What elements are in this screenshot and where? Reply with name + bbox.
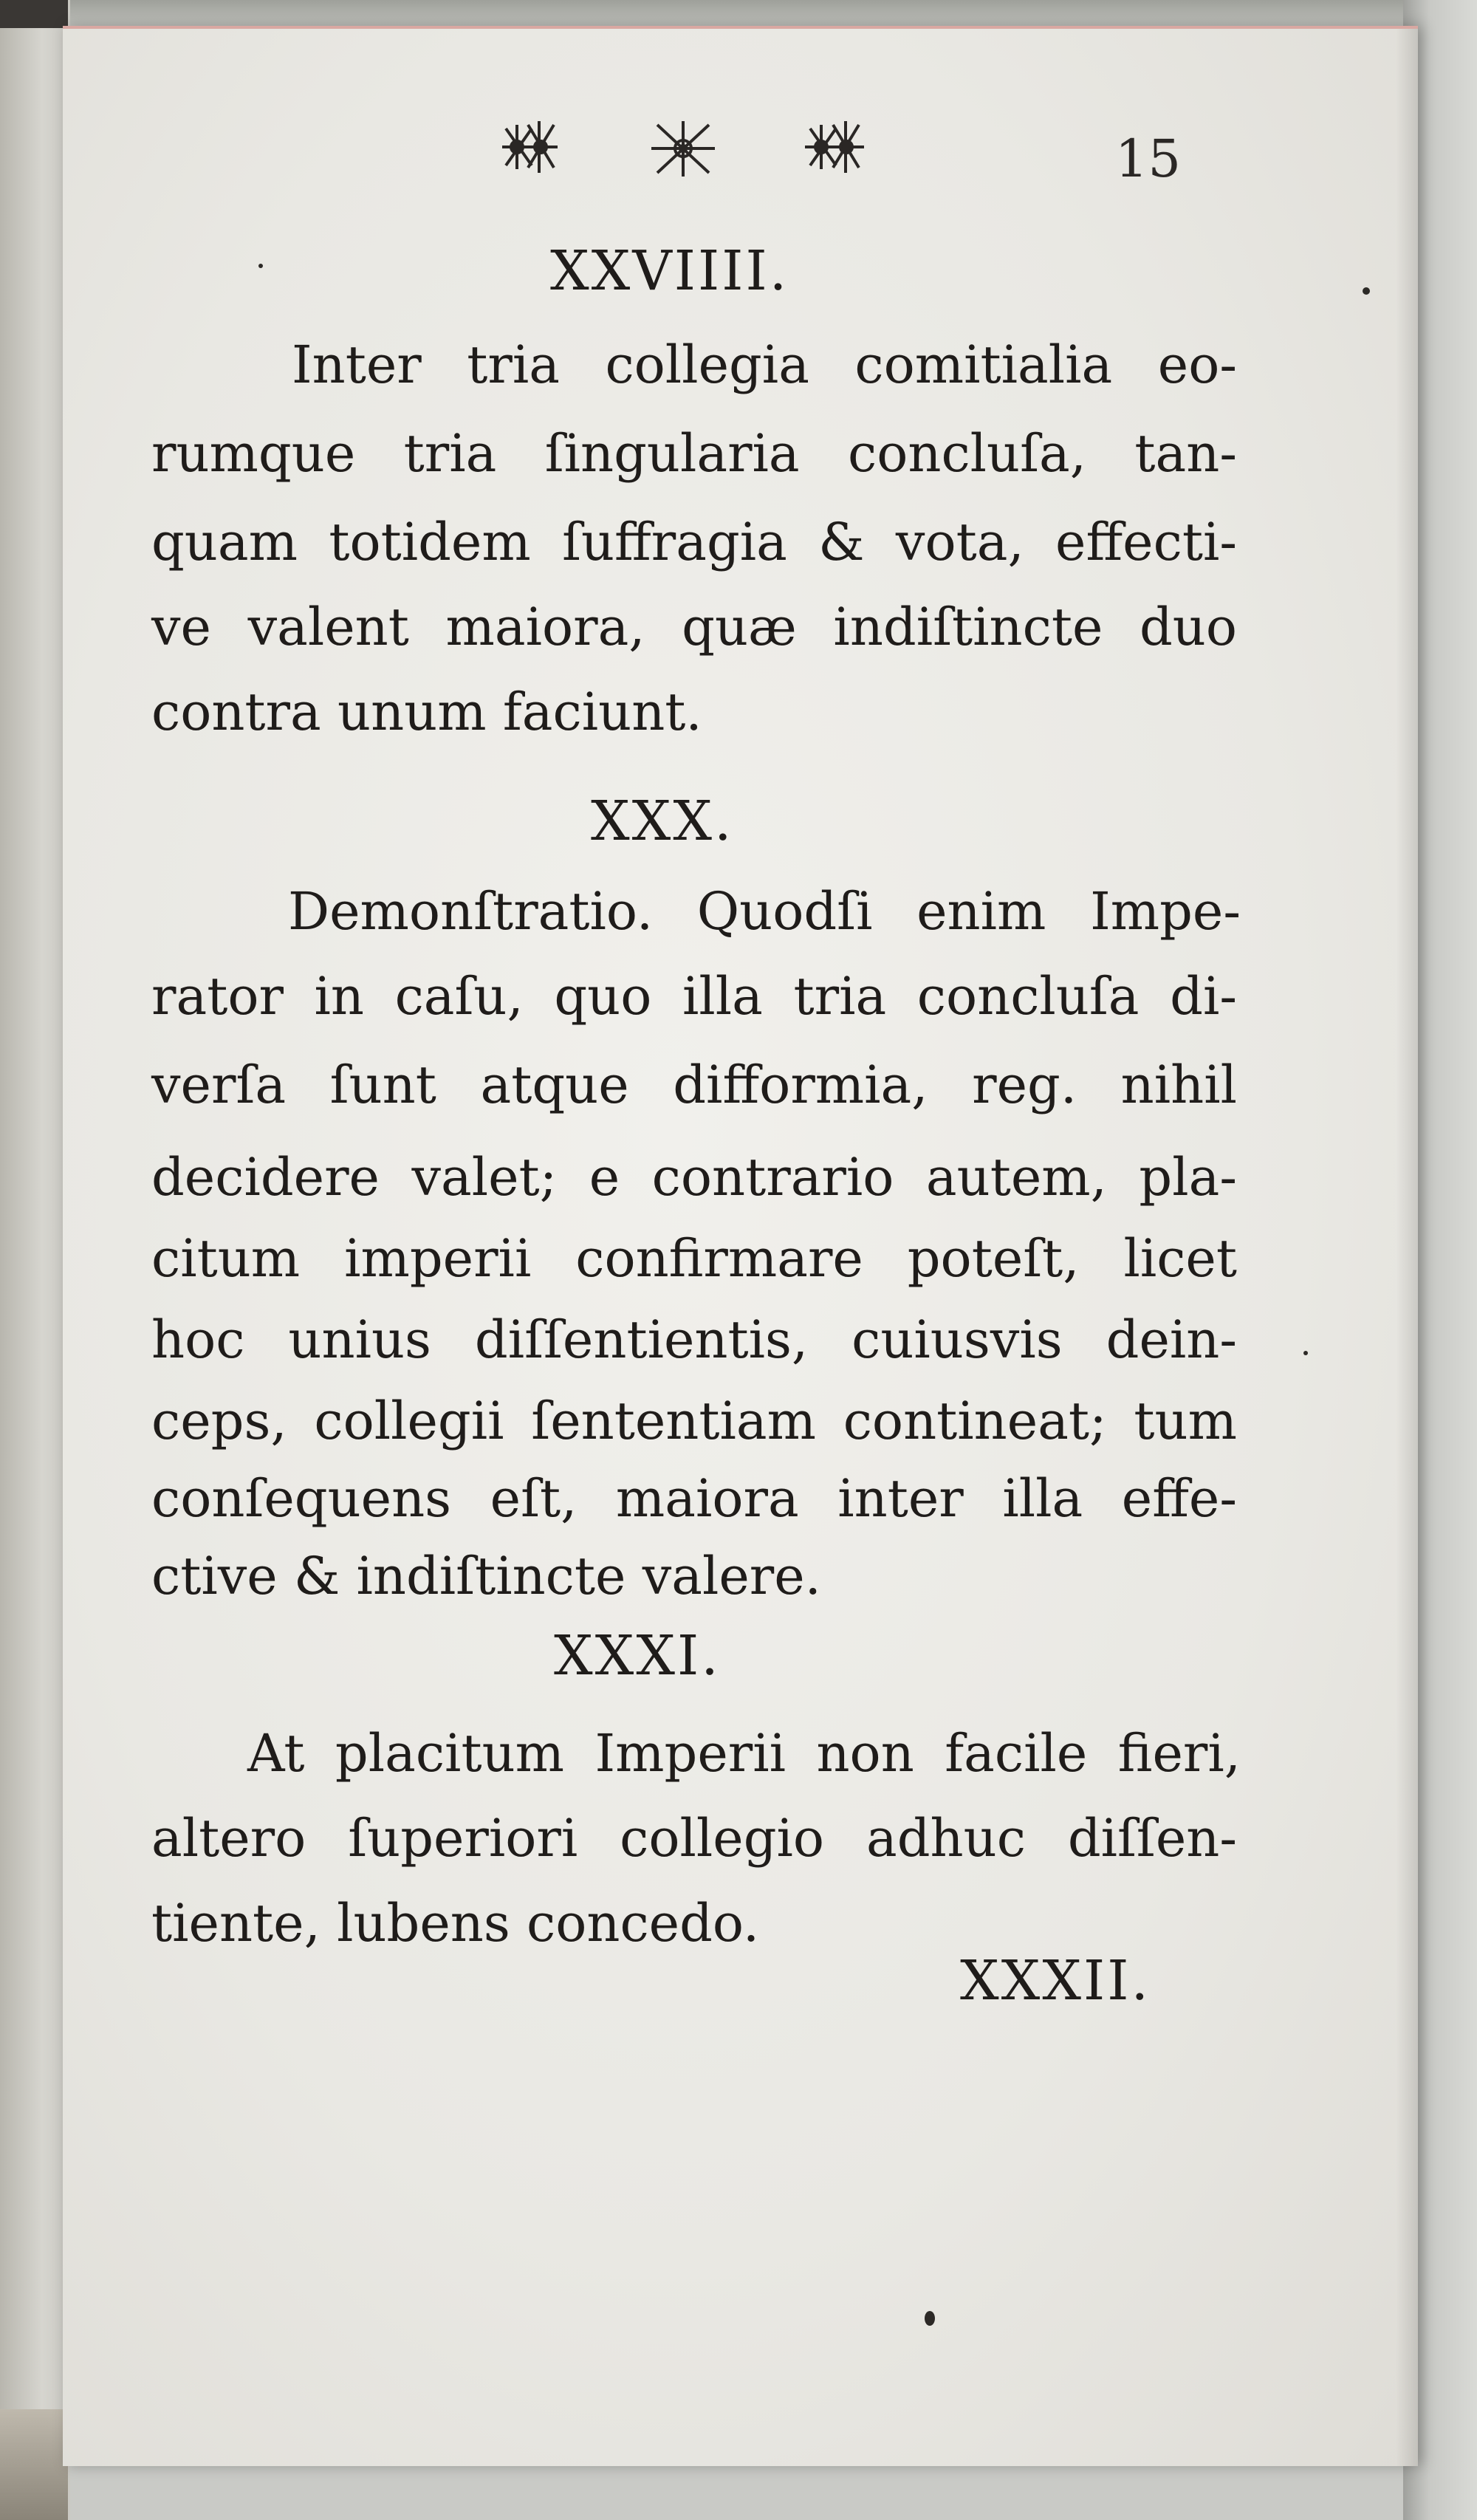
text-line: rator in caſu, quo illa tria concluſa di- (151, 966, 1237, 1027)
previous-page-edge (0, 0, 70, 2520)
section-heading: XXXI. (554, 1624, 721, 1688)
text-line: tiente, lubens concedo. (151, 1893, 760, 1954)
text-line: ceps, collegii ſententiam contineat; tum (151, 1391, 1237, 1451)
section-heading: XXX. (591, 790, 734, 853)
text-line: ctive & indiſtincte valere. (151, 1546, 821, 1606)
text-line: ve valent maiora, quæ indiſtincte duo (151, 597, 1237, 657)
text-line: citum imperii confirmare poteſt, licet (151, 1228, 1237, 1289)
text-line: rumque tria ſingularia concluſa, tan- (151, 423, 1237, 484)
text-line: decidere valet; e contrario autem, pla- (151, 1147, 1237, 1208)
page-number: 15 (1115, 129, 1182, 189)
scan-background-top (0, 0, 1477, 30)
text-line: hoc unius diſſentientis, cuiusvis dein- (151, 1309, 1237, 1370)
header-ornament-icon (487, 103, 953, 191)
text-line: conſequens eſt, maiora inter illa effe- (151, 1468, 1237, 1529)
text-line: quam totidem ſuffragia & vota, effecti- (151, 512, 1237, 572)
text-line: Demonſtratio. Quodſi enim Impe- (288, 881, 1241, 942)
ink-speck (1363, 287, 1370, 295)
ink-speck (925, 2311, 935, 2326)
ink-speck (1303, 1351, 1308, 1355)
section-heading: XXVIIII. (550, 239, 789, 303)
book-page (63, 26, 1418, 2466)
scan-corner-shadow (0, 0, 68, 28)
ink-speck (258, 264, 263, 268)
text-line: At placitum Imperii non facile fieri, (247, 1723, 1241, 1784)
text-line: Inter tria collegia comitialia eo- (292, 335, 1237, 395)
text-line: verſa ſunt atque difformia, reg. nihil (151, 1055, 1237, 1115)
text-line: contra unum faciunt. (151, 682, 702, 742)
catchword: XXXII. (960, 1949, 1151, 2013)
binding-edge (0, 2409, 68, 2520)
text-line: altero ſuperiori collegio adhuc diſſen- (151, 1808, 1237, 1869)
